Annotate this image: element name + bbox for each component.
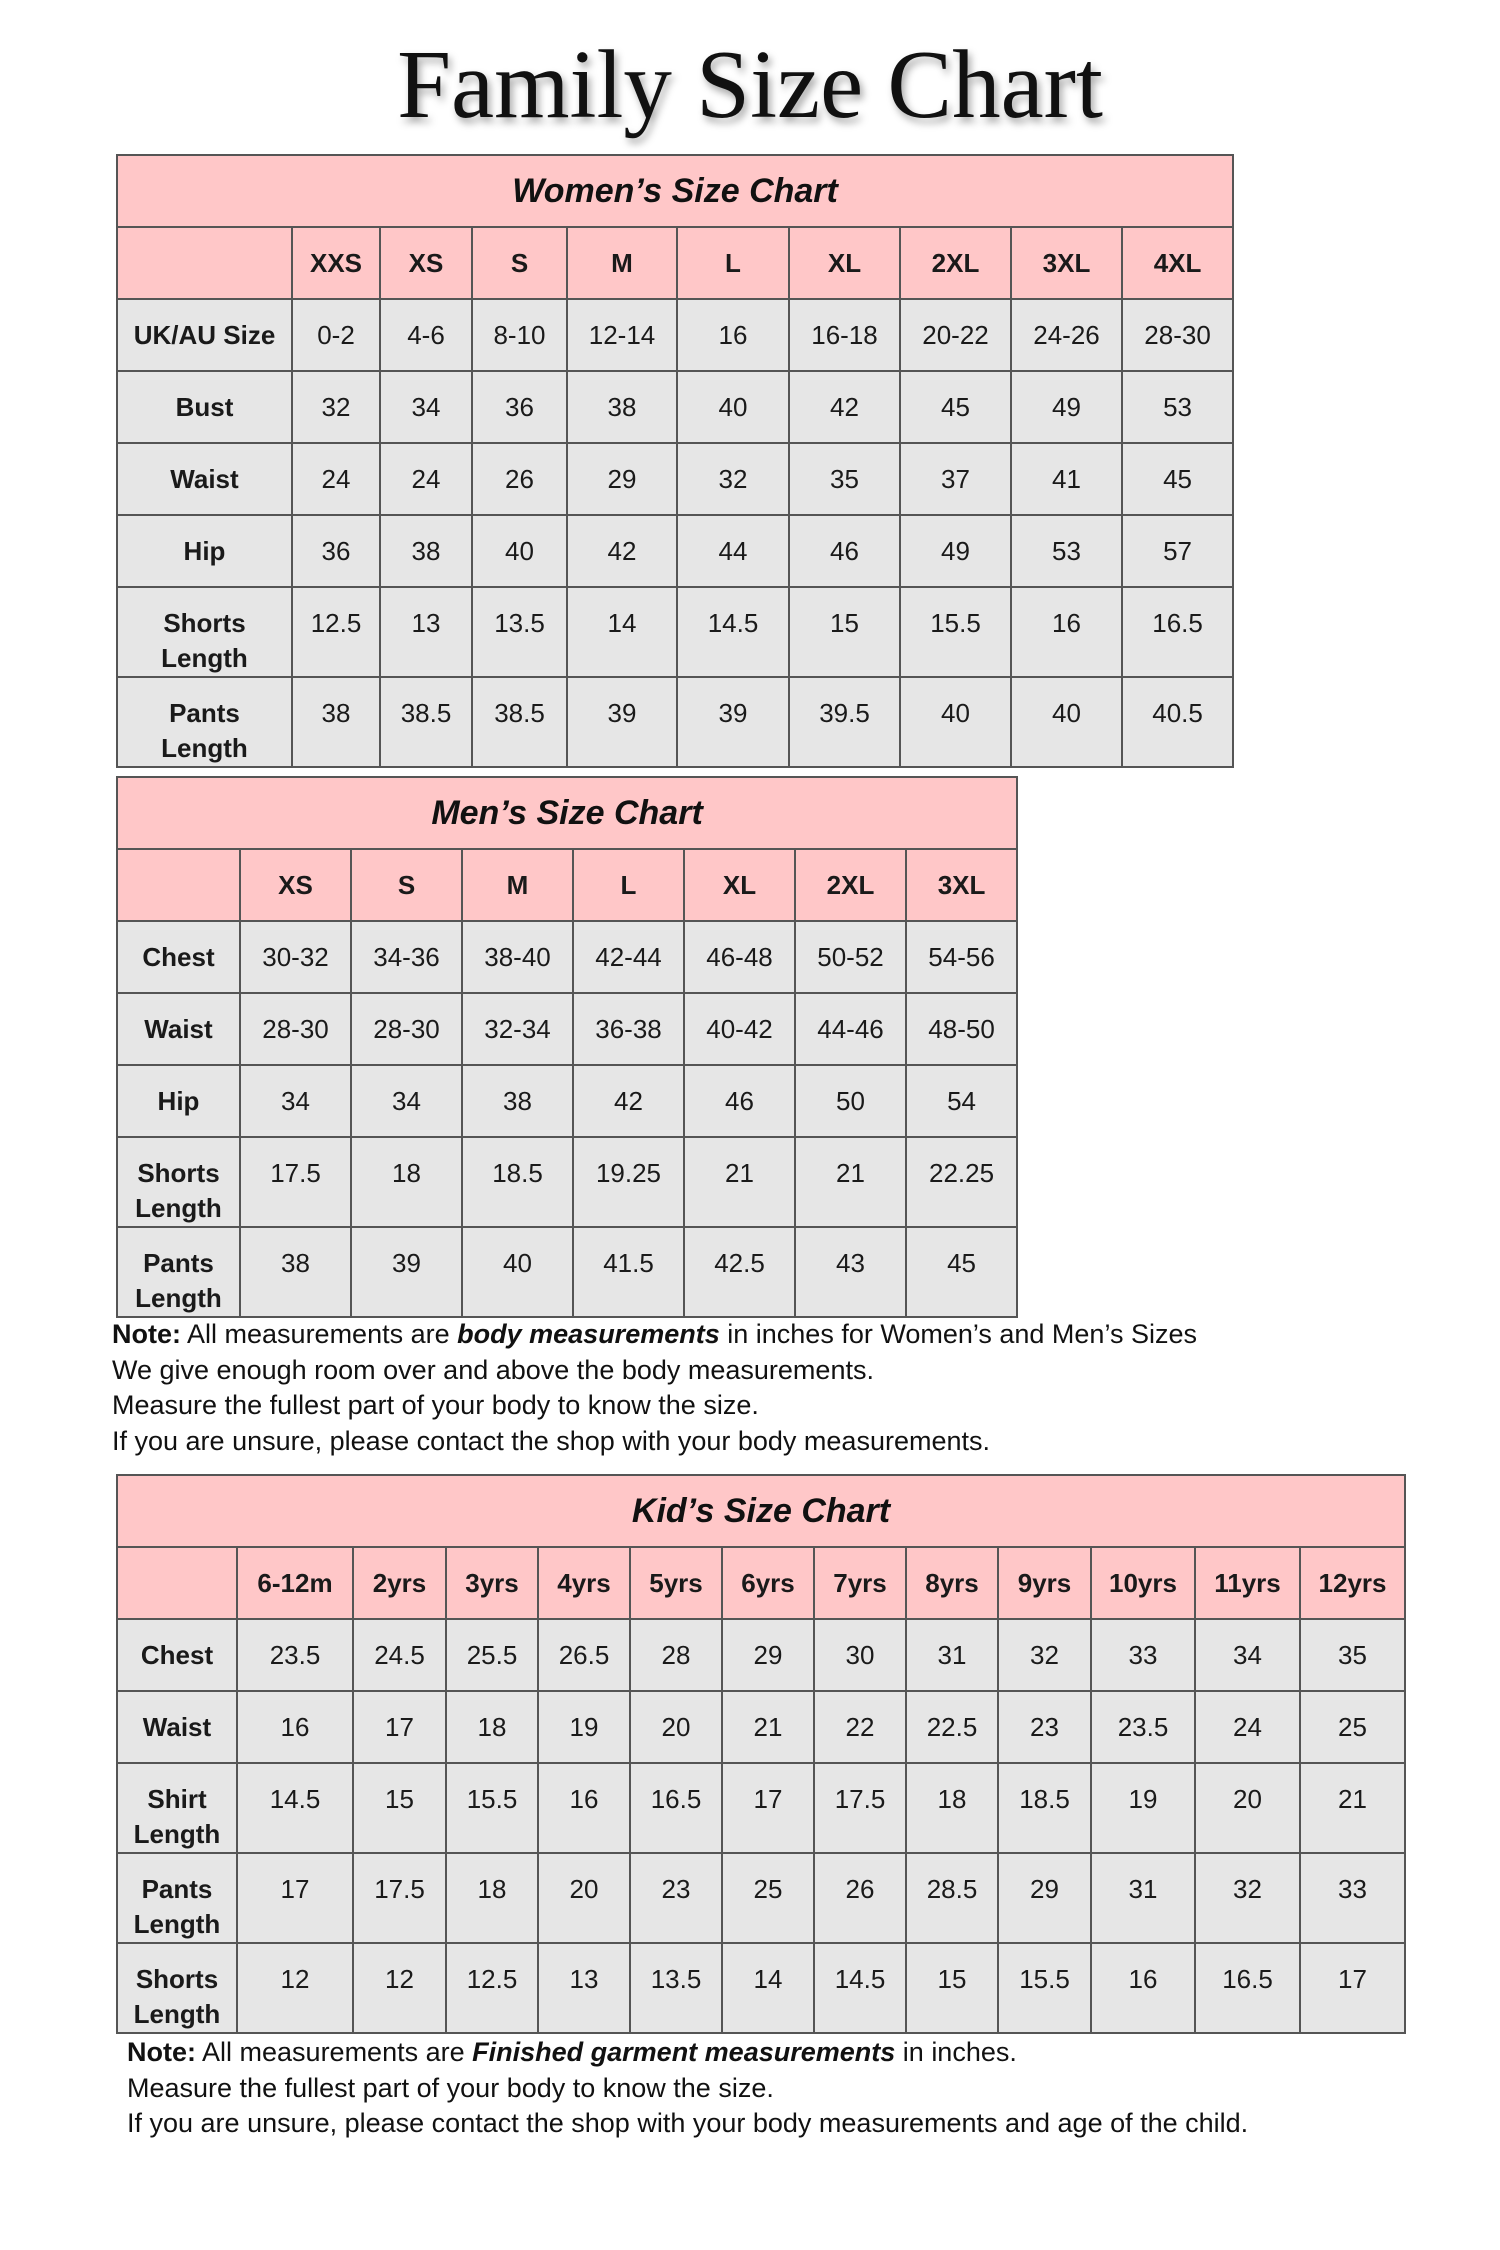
table-row [117,587,1233,677]
measurement-cell: 15.5 [998,1943,1091,2033]
measurement-cell: 13.5 [630,1943,722,2033]
size-header-cell: 3XL [1011,227,1122,299]
size-header-cell: 4yrs [538,1547,630,1619]
note-emphasis: body measurements [457,1319,720,1349]
measurement-cell: 49 [900,515,1011,587]
measurement-cell: 38 [240,1227,351,1317]
measurement-cell: 15 [353,1763,446,1853]
size-header-cell: 2yrs [353,1547,446,1619]
row-label [117,1227,240,1317]
measurement-cell: 25 [722,1853,814,1943]
measurement-cell: 38-40 [462,921,573,993]
row-label [117,993,240,1065]
size-header-cell: 6-12m [237,1547,353,1619]
size-header-cell: S [351,849,462,921]
measurement-cell: 16 [677,299,789,371]
measurement-cell: 50 [795,1065,906,1137]
womens-size-table [116,154,1234,768]
row-label [117,443,292,515]
measurement-cell: 16.5 [1195,1943,1300,2033]
measurement-cell: 18.5 [462,1137,573,1227]
measurement-cell: 53 [1122,371,1233,443]
table-row [117,993,1017,1065]
row-label-text: Shirt [147,1784,207,1814]
measurement-cell: 53 [1011,515,1122,587]
row-label-text: Chest [142,941,215,972]
note-text: All measurements are [202,2037,465,2067]
measurement-cell: 14.5 [677,587,789,677]
measurement-cell: 24 [292,443,380,515]
measurement-cell: 12 [237,1943,353,2033]
table-row [117,1853,1405,1943]
measurement-cell: 16 [1011,587,1122,677]
row-label [117,1943,237,2033]
row-label [117,1065,240,1137]
measurement-cell: 12.5 [446,1943,538,2033]
measurement-cell: 39 [677,677,789,767]
row-label-text: Shorts [135,1964,219,1994]
kids-note-line-1 [127,2035,1248,2071]
table-caption: Kid’s Size Chart [117,1475,1405,1547]
measurement-cell: 26 [472,443,567,515]
measurement-cell: 57 [1122,515,1233,587]
measurement-cell: 45 [906,1227,1017,1317]
page-title: Family Size Chart [397,31,1103,138]
measurement-cell: 42.5 [684,1227,795,1317]
measurement-cell: 32-34 [462,993,573,1065]
measurement-cell: 40 [677,371,789,443]
measurement-cell: 17.5 [240,1137,351,1227]
measurement-cell: 28 [630,1619,722,1691]
measurement-cell: 14.5 [814,1943,906,2033]
note-label: Note: [127,2037,196,2067]
measurement-cell: 36 [292,515,380,587]
measurement-cell: 46 [789,515,900,587]
row-label [117,1853,237,1943]
measurement-cell: 14 [567,587,677,677]
measurement-cell: 40-42 [684,993,795,1065]
table-caption: Men’s Size Chart [117,777,1017,849]
measurement-cell: 36-38 [573,993,684,1065]
measurement-cell: 20-22 [900,299,1011,371]
kids-notes [127,2035,1248,2142]
table-row [117,1227,1017,1317]
table-caption-row [117,155,1233,227]
row-label-text: Waist [142,1711,212,1742]
row-label-text: Hip [157,1085,200,1116]
measurement-cell: 22.5 [906,1691,998,1763]
measurement-cell: 35 [1300,1619,1405,1691]
measurement-cell: 41.5 [573,1227,684,1317]
measurement-cell: 48-50 [906,993,1017,1065]
measurement-cell: 24 [1195,1691,1300,1763]
size-header-cell: 6yrs [722,1547,814,1619]
measurement-cell: 17 [1300,1943,1405,2033]
measurement-cell: 45 [1122,443,1233,515]
measurement-cell: 13.5 [472,587,567,677]
measurement-cell: 17 [237,1853,353,1943]
row-label [117,677,292,767]
measurement-cell: 13 [538,1943,630,2033]
measurement-cell: 18 [446,1853,538,1943]
measurement-cell: 16-18 [789,299,900,371]
row-label-text: Length [133,1909,221,1939]
measurement-cell: 19 [1091,1763,1195,1853]
table-caption: Women’s Size Chart [117,155,1233,227]
table-row [117,1137,1017,1227]
measurement-cell: 16 [1091,1943,1195,2033]
row-label [117,921,240,993]
size-header-cell: S [472,227,567,299]
size-header-cell: 12yrs [1300,1547,1405,1619]
measurement-cell: 39.5 [789,677,900,767]
measurement-cell: 32 [1195,1853,1300,1943]
row-label-text: Length [161,643,248,673]
table-row [117,515,1233,587]
size-header-cell: M [462,849,573,921]
row-label [117,371,292,443]
measurement-cell: 23.5 [1091,1691,1195,1763]
measurement-cell: 40 [1011,677,1122,767]
size-header-cell: XL [789,227,900,299]
size-header-row [117,1547,1405,1619]
measurement-cell: 49 [1011,371,1122,443]
measurement-cell: 46-48 [684,921,795,993]
measurement-cell: 29 [567,443,677,515]
size-header-cell: 11yrs [1195,1547,1300,1619]
measurement-cell: 34 [240,1065,351,1137]
measurement-cell: 18 [906,1763,998,1853]
measurement-cell: 29 [722,1619,814,1691]
size-header-cell: 4XL [1122,227,1233,299]
measurement-cell: 28-30 [240,993,351,1065]
kids-note-line-3: If you are unsure, please contact the shop with your body measurements and age of the child. [127,2108,1249,2138]
measurement-cell: 0-2 [292,299,380,371]
measurement-cell: 26.5 [538,1619,630,1691]
header-corner-cell [117,1547,237,1619]
size-header-row [117,227,1233,299]
measurement-cell: 22.25 [906,1137,1017,1227]
size-header-cell: XS [240,849,351,921]
measurement-cell: 18 [446,1691,538,1763]
table-row [117,677,1233,767]
measurement-cell: 25 [1300,1691,1405,1763]
measurement-cell: 22 [814,1691,906,1763]
measurement-cell: 32 [677,443,789,515]
measurement-cell: 17.5 [814,1763,906,1853]
measurement-cell: 50-52 [795,921,906,993]
measurement-cell: 40 [900,677,1011,767]
measurement-cell: 42 [573,1065,684,1137]
header-corner-cell [117,227,292,299]
size-header-cell: 7yrs [814,1547,906,1619]
measurement-cell: 38 [462,1065,573,1137]
measurement-cell: 21 [722,1691,814,1763]
row-label [117,587,292,677]
measurement-cell: 38.5 [472,677,567,767]
row-label-text: Chest [140,1639,214,1670]
row-label-text: Length [135,1283,222,1313]
measurement-cell: 20 [630,1691,722,1763]
measurement-cell: 54 [906,1065,1017,1137]
note-text: All measurements are [187,1319,450,1349]
size-header-cell: 2XL [900,227,1011,299]
table-row [117,1691,1405,1763]
measurement-cell: 20 [538,1853,630,1943]
measurement-cell: 23 [630,1853,722,1943]
measurement-cell: 28-30 [351,993,462,1065]
measurement-cell: 23 [998,1691,1091,1763]
measurement-cell: 46 [684,1065,795,1137]
measurement-cell: 36 [472,371,567,443]
measurement-cell: 18 [351,1137,462,1227]
table-row [117,1763,1405,1853]
measurement-cell: 34 [351,1065,462,1137]
measurement-cell: 33 [1091,1619,1195,1691]
mens-size-table [116,776,1018,1318]
row-label-text: Length [133,1999,221,2029]
measurement-cell: 34 [1195,1619,1300,1691]
measurement-cell: 21 [684,1137,795,1227]
row-label-text: Waist [144,1013,213,1044]
measurement-cell: 25.5 [446,1619,538,1691]
row-label [117,515,292,587]
size-header-cell: 9yrs [998,1547,1091,1619]
measurement-cell: 14.5 [237,1763,353,1853]
row-label-text: Pants [169,698,240,728]
measurement-cell: 17.5 [353,1853,446,1943]
size-header-cell: XXS [292,227,380,299]
measurement-cell: 12 [353,1943,446,2033]
measurement-cell: 40 [462,1227,573,1317]
measurement-cell: 42 [567,515,677,587]
measurement-cell: 15 [906,1943,998,2033]
adult-note-line-4: If you are unsure, please contact the shop with your body measurements. [112,1425,990,1456]
measurement-cell: 33 [1300,1853,1405,1943]
table-row [117,443,1233,515]
table-row [117,921,1017,993]
measurement-cell: 42 [789,371,900,443]
size-header-cell: 10yrs [1091,1547,1195,1619]
table-caption-row [117,777,1017,849]
row-label [117,299,292,371]
size-header-cell: L [573,849,684,921]
measurement-cell: 15.5 [446,1763,538,1853]
measurement-cell: 20 [1195,1763,1300,1853]
table-row [117,1619,1405,1691]
measurement-cell: 12-14 [567,299,677,371]
row-label [117,1137,240,1227]
measurement-cell: 18.5 [998,1763,1091,1853]
table-row [117,1065,1017,1137]
kids-size-table [116,1474,1406,2034]
row-label-text: Length [135,1193,222,1223]
size-header-cell: L [677,227,789,299]
measurement-cell: 8-10 [472,299,567,371]
row-label-text: Pants [141,1874,213,1904]
measurement-cell: 35 [789,443,900,515]
row-label-text: Hip [183,535,226,566]
row-label-text: Pants [143,1248,214,1278]
measurement-cell: 24 [380,443,472,515]
measurement-cell: 38 [292,677,380,767]
measurement-cell: 38.5 [380,677,472,767]
measurement-cell: 34-36 [351,921,462,993]
table-caption-row [117,1475,1405,1547]
row-label [117,1619,237,1691]
measurement-cell: 16.5 [630,1763,722,1853]
size-header-cell: XS [380,227,472,299]
measurement-cell: 16 [538,1763,630,1853]
note-emphasis: Finished garment measurements [472,2037,896,2067]
measurement-cell: 30-32 [240,921,351,993]
measurement-cell: 24.5 [353,1619,446,1691]
kids-note-line-2: Measure the fullest part of your body to know the size. [127,2072,774,2103]
measurement-cell: 42-44 [573,921,684,993]
measurement-cell: 40 [472,515,567,587]
note-label: Note: [112,1319,181,1349]
measurement-cell: 24-26 [1011,299,1122,371]
table-row [117,371,1233,443]
measurement-cell: 54-56 [906,921,1017,993]
measurement-cell: 16 [237,1691,353,1763]
row-label [117,1691,237,1763]
size-header-row [117,849,1017,921]
row-label-text: Bust [175,391,234,422]
measurement-cell: 43 [795,1227,906,1317]
row-label-text: Length [161,733,248,763]
note-text: in inches for Women’s and Men’s Sizes [727,1319,1197,1349]
measurement-cell: 23.5 [237,1619,353,1691]
size-header-cell: XL [684,849,795,921]
adult-note-line-3: Measure the fullest part of your body to know the size. [112,1390,759,1420]
measurement-cell: 32 [998,1619,1091,1691]
measurement-cell: 41 [1011,443,1122,515]
size-header-cell: 8yrs [906,1547,998,1619]
row-label-text: UK/AU Size [133,319,276,350]
row-label-text: Waist [170,463,239,494]
measurement-cell: 34 [380,371,472,443]
measurement-cell: 39 [351,1227,462,1317]
measurement-cell: 30 [814,1619,906,1691]
adult-note-line-1 [112,1317,1197,1353]
measurement-cell: 19 [538,1691,630,1763]
size-header-cell: 3yrs [446,1547,538,1619]
measurement-cell: 14 [722,1943,814,2033]
size-header-cell: M [567,227,677,299]
row-label [117,1763,237,1853]
measurement-cell: 31 [1091,1853,1195,1943]
measurement-cell: 28-30 [1122,299,1233,371]
table-row [117,1943,1405,2033]
measurement-cell: 21 [795,1137,906,1227]
measurement-cell: 17 [353,1691,446,1763]
measurement-cell: 16.5 [1122,587,1233,677]
note-text: in inches. [902,2037,1017,2067]
measurement-cell: 44 [677,515,789,587]
measurement-cell: 29 [998,1853,1091,1943]
measurement-cell: 38 [567,371,677,443]
measurement-cell: 4-6 [380,299,472,371]
header-corner-cell [117,849,240,921]
adult-notes [112,1317,1197,1459]
measurement-cell: 40.5 [1122,677,1233,767]
row-label-text: Shorts [163,608,246,638]
size-header-cell: 3XL [906,849,1017,921]
measurement-cell: 17 [722,1763,814,1853]
row-label-text: Length [133,1819,221,1849]
measurement-cell: 28.5 [906,1853,998,1943]
measurement-cell: 39 [567,677,677,767]
measurement-cell: 12.5 [292,587,380,677]
measurement-cell: 19.25 [573,1137,684,1227]
measurement-cell: 13 [380,587,472,677]
measurement-cell: 15 [789,587,900,677]
size-header-cell: 2XL [795,849,906,921]
measurement-cell: 26 [814,1853,906,1943]
measurement-cell: 38 [380,515,472,587]
measurement-cell: 45 [900,371,1011,443]
row-label-text: Shorts [137,1158,220,1188]
measurement-cell: 31 [906,1619,998,1691]
adult-note-line-2: We give enough room over and above the body measurements. [112,1354,874,1385]
table-row [117,299,1233,371]
measurement-cell: 32 [292,371,380,443]
measurement-cell: 15.5 [900,587,1011,677]
measurement-cell: 37 [900,443,1011,515]
measurement-cell: 21 [1300,1763,1405,1853]
size-header-cell: 5yrs [630,1547,722,1619]
measurement-cell: 44-46 [795,993,906,1065]
